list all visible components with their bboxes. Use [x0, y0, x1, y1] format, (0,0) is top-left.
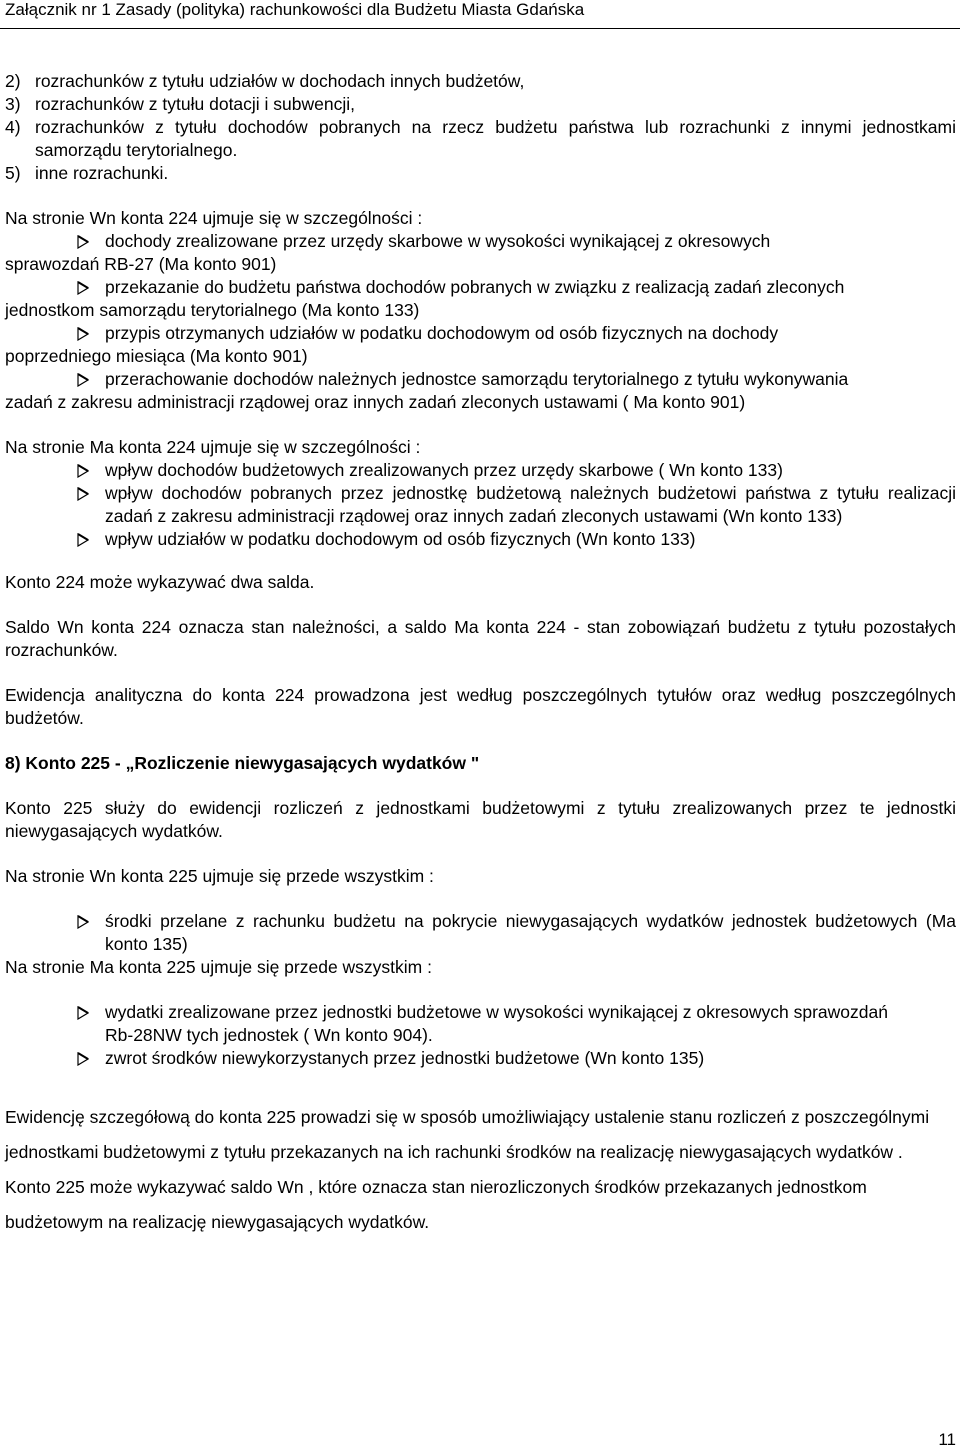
page-header [0, 0, 960, 29]
page-number: 11 [938, 1430, 956, 1449]
bullet-item [77, 322, 956, 345]
wn224-lead: Na stronie Wn konta 224 ujmuje się w szczególności : [5, 208, 423, 228]
bullet-text: wpływ dochodów pobranych przez jednostkę budżetową należnych budżetowi państwa z tytułu realizacji zadań z zakresu administracji rządowej oraz innych zadań zleconych ustawami (Wn konto 133) [105, 483, 956, 526]
arrowhead-bullet-icon [77, 459, 105, 482]
bullet-item [77, 910, 956, 956]
bullet-continuation: sprawozdań RB-27 (Ma konto 901) [5, 254, 277, 274]
bullet-item [77, 482, 956, 528]
list-text: rozrachunków z tytułu dotacji i subwencji, [35, 94, 356, 114]
paragraph-ewidencja-224: Ewidencja analityczna do konta 224 prowadzona jest według poszczególnych tytułów oraz według poszczególnych budżetów. [5, 685, 956, 728]
bullet-text: wydatki zrealizowane przez jednostki budżetowe w wysokości wynikającej z okresowych sprawozdań Rb-28NW tych jednostek ( Wn konto 904). [105, 1002, 888, 1045]
list-text: inne rozrachunki. [35, 163, 169, 183]
bullet-text: wpływ udziałów w podatku dochodowym od osób fizycznych (Wn konto 133) [105, 529, 696, 549]
arrowhead-bullet-icon [77, 1001, 105, 1047]
bullet-continuation: jednostkom samorządu terytorialnego (Ma konto 133) [5, 300, 420, 320]
ma225-lead: Na stronie Ma konta 225 ujmuje się przede wszystkim : [5, 957, 432, 977]
bullet-continuation: zadań z zakresu administracji rządowej oraz innych zadań zleconych ustawami ( Ma konto 901) [5, 392, 746, 412]
bullet-item [77, 1047, 956, 1070]
paragraph-saldo-desc: Saldo Wn konta 224 oznacza stan należności, a saldo Ma konta 224 - stan zobowiązań budżetu z tytułu pozostałych rozrachunków. [5, 617, 956, 660]
list-text: rozrachunków z tytułu dochodów pobranych na rzecz budżetu państwa lub rozrachunki z innymi jednostkami samorządu terytorialnego. [35, 117, 956, 160]
arrowhead-bullet-icon [77, 368, 105, 391]
arrowhead-bullet-icon [77, 910, 105, 956]
list-item [5, 93, 956, 116]
bullet-item [77, 1001, 956, 1047]
bullet-item [77, 528, 956, 551]
list-number: 5) [5, 163, 21, 183]
bullet-text: przypis otrzymanych udziałów w podatku dochodowym od osób fizycznych na dochody [105, 323, 779, 343]
paragraph-saldo-two: Konto 224 może wykazywać dwa salda. [5, 572, 315, 592]
list-number: 2) [5, 71, 21, 91]
arrowhead-bullet-icon [77, 276, 105, 299]
bullet-text: środki przelane z rachunku budżetu na pokrycie niewygasających wydatków jednostek budżetowych (Ma konto 135) [105, 911, 956, 954]
bullet-item [77, 368, 956, 391]
arrowhead-bullet-icon [77, 322, 105, 345]
list-number: 4) [5, 117, 21, 137]
arrowhead-bullet-icon [77, 230, 105, 253]
list-item [5, 70, 956, 93]
page-content [5, 70, 956, 1240]
bullet-item [77, 459, 956, 482]
header-title: Załącznik nr 1 Zasady (polityka) rachunkowości dla Budżetu Miasta Gdańska [5, 0, 585, 19]
arrowhead-bullet-icon [77, 482, 105, 528]
paragraph-ewidencja-225: Ewidencję szczegółową do konta 225 prowadzi się w sposób umożliwiający ustalenie stanu rozliczeń z poszczególnymi jednostkami budżetowymi z tytułu przekazanych na ich rachunki środków na realizację niewygasających wydatków . [5, 1107, 930, 1162]
list-number: 3) [5, 94, 21, 114]
paragraph-konto-225: Konto 225 służy do ewidencji rozliczeń z jednostkami budżetowymi z tytułu zrealizowanych przez te jednostki niewygasających wydatków. [5, 798, 956, 841]
bullet-item [77, 230, 956, 253]
ma224-lead: Na stronie Ma konta 224 ujmuje się w szczególności : [5, 437, 421, 457]
bullet-text: przekazanie do budżetu państwa dochodów pobranych w związku z realizacją zadań zleconych [105, 277, 845, 297]
bullet-text: wpływ dochodów budżetowych zrealizowanych przez urzędy skarbowe ( Wn konto 133) [105, 460, 783, 480]
paragraph-saldo-225: Konto 225 może wykazywać saldo Wn , które oznacza stan nierozliczonych środków przekazanych jednostkom budżetowym na realizację niewygasających wydatków. [5, 1177, 867, 1232]
bullet-continuation: poprzedniego miesiąca (Ma konto 901) [5, 346, 308, 366]
bullet-text: dochody zrealizowane przez urzędy skarbowe w wysokości wynikającej z okresowych [105, 231, 771, 251]
list-item [5, 116, 956, 162]
wn225-lead: Na stronie Wn konta 225 ujmuje się przede wszystkim : [5, 866, 434, 886]
list-item [5, 162, 956, 185]
bullet-item [77, 276, 956, 299]
bullet-text: przerachowanie dochodów należnych jednostce samorządu terytorialnego z tytułu wykonywania [105, 369, 849, 389]
arrowhead-bullet-icon [77, 528, 105, 551]
arrowhead-bullet-icon [77, 1047, 105, 1070]
bullet-text: zwrot środków niewykorzystanych przez jednostki budżetowe (Wn konto 135) [105, 1048, 705, 1068]
list-text: rozrachunków z tytułu udziałów w dochodach innych budżetów, [35, 71, 525, 91]
section-heading-225: 8) Konto 225 - „Rozliczenie niewygasających wydatków " [5, 753, 480, 773]
